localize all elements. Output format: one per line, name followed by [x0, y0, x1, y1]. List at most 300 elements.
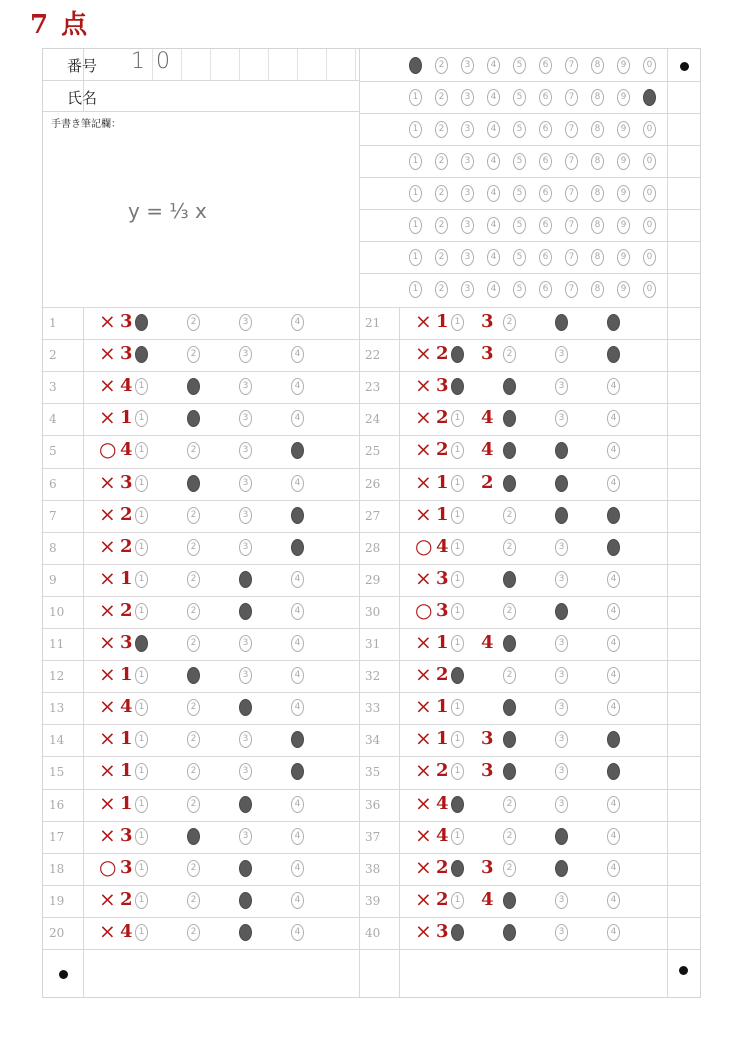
answer-bubble[interactable]: 2: [503, 346, 516, 363]
id-bubble[interactable]: 9: [617, 57, 630, 74]
answer-bubble[interactable]: 3: [239, 539, 252, 556]
answer-bubble[interactable]: 4: [607, 860, 620, 877]
question-number: 12: [49, 669, 65, 684]
question-number: 9: [49, 572, 57, 587]
answer-bubble[interactable]: [291, 507, 304, 524]
id-bubble[interactable]: 9: [617, 249, 630, 266]
id-bubble[interactable]: 7: [565, 121, 578, 138]
id-bubble[interactable]: 8: [591, 57, 604, 74]
correct-answer: 4: [436, 792, 449, 814]
answer-bubble[interactable]: 4: [291, 314, 304, 331]
answer-bubble[interactable]: 3: [239, 635, 252, 652]
answer-bubble[interactable]: [239, 603, 252, 620]
id-bubble[interactable]: 2: [435, 121, 448, 138]
question-number: 23: [365, 380, 381, 395]
answer-bubble[interactable]: 1: [135, 603, 148, 620]
id-bubble[interactable]: 1: [409, 89, 422, 106]
id-bubble[interactable]: 7: [565, 89, 578, 106]
id-bubble[interactable]: 4: [487, 281, 500, 298]
id-bubble[interactable]: 6: [539, 121, 552, 138]
answer-bubble[interactable]: [239, 796, 252, 813]
answer-bubble[interactable]: 4: [291, 346, 304, 363]
answer-bubble[interactable]: 2: [187, 796, 200, 813]
answer-bubble[interactable]: 1: [135, 507, 148, 524]
answer-bubble[interactable]: 1: [135, 442, 148, 459]
answer-bubble[interactable]: 4: [607, 635, 620, 652]
answer-bubble[interactable]: 3: [239, 828, 252, 845]
answer-bubble[interactable]: 2: [187, 924, 200, 941]
grade-mark: ×: [99, 886, 116, 911]
answer-bubble[interactable]: [503, 571, 516, 588]
answer-bubble[interactable]: 3: [555, 924, 568, 941]
answer-bubble[interactable]: 3: [555, 796, 568, 813]
id-bubble[interactable]: 8: [591, 185, 604, 202]
id-bubble[interactable]: 7: [565, 217, 578, 234]
answer-bubble[interactable]: 4: [291, 699, 304, 716]
id-bubble[interactable]: 2: [435, 217, 448, 234]
answer-bubble[interactable]: [239, 860, 252, 877]
answer-bubble[interactable]: 1: [135, 571, 148, 588]
answer-bubble[interactable]: 1: [451, 731, 464, 748]
answer-bubble[interactable]: 1: [135, 667, 148, 684]
answer-bubble[interactable]: 1: [135, 796, 148, 813]
grid-line: [43, 564, 700, 565]
grade-mark: ×: [415, 565, 432, 590]
answer-bubble[interactable]: [239, 699, 252, 716]
grade-mark: ×: [99, 918, 116, 943]
id-bubble[interactable]: [643, 89, 656, 106]
id-bubble[interactable]: 9: [617, 153, 630, 170]
answer-bubble[interactable]: 4: [607, 442, 620, 459]
answer-bubble[interactable]: 1: [451, 475, 464, 492]
answer-bubble[interactable]: [503, 475, 516, 492]
answer-bubble[interactable]: 3: [555, 346, 568, 363]
answer-bubble[interactable]: 1: [451, 828, 464, 845]
id-bubble[interactable]: 1: [409, 153, 422, 170]
answer-bubble[interactable]: 2: [503, 603, 516, 620]
id-bubble[interactable]: 8: [591, 281, 604, 298]
answer-bubble[interactable]: 2: [187, 635, 200, 652]
answer-bubble[interactable]: 4: [607, 571, 620, 588]
id-bubble[interactable]: 3: [461, 249, 474, 266]
id-bubble[interactable]: 2: [435, 249, 448, 266]
answer-bubble[interactable]: [451, 924, 464, 941]
answer-bubble[interactable]: 3: [239, 475, 252, 492]
question-number: 39: [365, 893, 381, 908]
id-bubble[interactable]: 6: [539, 153, 552, 170]
grade-mark: ○: [99, 437, 117, 462]
id-bubble[interactable]: 4: [487, 89, 500, 106]
grid-line: [43, 500, 700, 501]
answer-bubble[interactable]: [607, 346, 620, 363]
id-bubble[interactable]: 7: [565, 281, 578, 298]
grade-mark: ×: [415, 469, 432, 494]
id-bubble[interactable]: 0: [643, 249, 656, 266]
question-number: 24: [365, 412, 381, 427]
correct-answer: 1: [120, 728, 133, 750]
answer-bubble[interactable]: 2: [187, 860, 200, 877]
correct-answer: 3: [120, 343, 133, 365]
grid-line: [43, 403, 700, 404]
id-bubble[interactable]: 6: [539, 249, 552, 266]
answer-bubble[interactable]: 4: [607, 892, 620, 909]
answer-bubble[interactable]: [187, 828, 200, 845]
answer-bubble[interactable]: 2: [503, 314, 516, 331]
question-number: 30: [365, 604, 381, 619]
answer-bubble[interactable]: [187, 475, 200, 492]
id-bubble[interactable]: 6: [539, 217, 552, 234]
answer-bubble[interactable]: 3: [555, 571, 568, 588]
answer-bubble[interactable]: 1: [451, 442, 464, 459]
id-bubble[interactable]: 6: [539, 57, 552, 74]
id-bubble[interactable]: 4: [487, 121, 500, 138]
question-number: 16: [49, 797, 65, 812]
answer-bubble[interactable]: 1: [451, 539, 464, 556]
answer-bubble[interactable]: 2: [187, 892, 200, 909]
answer-bubble[interactable]: 1: [135, 410, 148, 427]
answer-bubble[interactable]: [239, 892, 252, 909]
correct-answer: 2: [436, 343, 449, 365]
grade-mark: ×: [415, 405, 432, 430]
answer-bubble[interactable]: 3: [239, 763, 252, 780]
id-bubble[interactable]: 6: [539, 185, 552, 202]
answer-bubble[interactable]: 4: [291, 635, 304, 652]
id-bubble[interactable]: 3: [461, 281, 474, 298]
id-bubble[interactable]: 3: [461, 153, 474, 170]
correct-answer: 1: [436, 696, 449, 718]
answer-bubble[interactable]: 2: [187, 442, 200, 459]
question-number: 8: [49, 540, 57, 555]
answer-bubble[interactable]: [607, 731, 620, 748]
answer-bubble[interactable]: 4: [607, 378, 620, 395]
id-bubble[interactable]: 2: [435, 89, 448, 106]
correct-answer: 2: [120, 535, 133, 557]
answer-bubble[interactable]: [555, 507, 568, 524]
answer-bubble[interactable]: 1: [451, 410, 464, 427]
answer-bubble[interactable]: 2: [187, 603, 200, 620]
id-bubble[interactable]: 6: [539, 281, 552, 298]
answer-bubble[interactable]: 2: [187, 571, 200, 588]
id-bubble[interactable]: 0: [643, 217, 656, 234]
id-bubble[interactable]: 5: [513, 185, 526, 202]
id-bubble[interactable]: 1: [409, 185, 422, 202]
answer-bubble[interactable]: 4: [607, 475, 620, 492]
answer-bubble[interactable]: 4: [607, 828, 620, 845]
answer-bubble[interactable]: 1: [135, 924, 148, 941]
correct-indicator: 3: [481, 343, 494, 365]
answer-bubble[interactable]: [555, 475, 568, 492]
answer-bubble[interactable]: 3: [239, 378, 252, 395]
id-bubble[interactable]: 9: [617, 121, 630, 138]
id-bubble[interactable]: 5: [513, 57, 526, 74]
answer-bubble[interactable]: 3: [555, 410, 568, 427]
answer-bubble[interactable]: 3: [555, 731, 568, 748]
correct-answer: 2: [436, 760, 449, 782]
correct-answer: 2: [436, 856, 449, 878]
answer-bubble[interactable]: [135, 346, 148, 363]
grid-line: [359, 209, 700, 210]
answer-bubble[interactable]: 1: [135, 378, 148, 395]
answer-bubble[interactable]: [607, 314, 620, 331]
answer-bubble[interactable]: [291, 442, 304, 459]
answer-bubble[interactable]: 1: [135, 828, 148, 845]
id-bubble[interactable]: 0: [643, 57, 656, 74]
grade-mark: ○: [99, 854, 117, 879]
question-number: 37: [365, 829, 381, 844]
grid-line: [43, 371, 700, 372]
answer-bubble[interactable]: 2: [503, 828, 516, 845]
id-bubble[interactable]: 5: [513, 153, 526, 170]
grade-mark: ×: [99, 726, 116, 751]
answer-bubble[interactable]: 3: [239, 314, 252, 331]
id-bubble[interactable]: 2: [435, 153, 448, 170]
answer-bubble[interactable]: [503, 731, 516, 748]
answer-bubble[interactable]: [555, 442, 568, 459]
id-bubble[interactable]: [409, 57, 422, 74]
id-bubble[interactable]: 0: [643, 121, 656, 138]
id-bubble[interactable]: 2: [435, 185, 448, 202]
answer-bubble[interactable]: 1: [451, 603, 464, 620]
answer-bubble[interactable]: 4: [607, 410, 620, 427]
answer-bubble[interactable]: 3: [239, 410, 252, 427]
id-bubble[interactable]: 8: [591, 121, 604, 138]
answer-bubble[interactable]: 1: [135, 699, 148, 716]
answer-bubble[interactable]: 3: [239, 346, 252, 363]
question-number: 21: [365, 316, 381, 330]
answer-bubble[interactable]: 2: [503, 796, 516, 813]
id-bubble[interactable]: 3: [461, 185, 474, 202]
correct-indicator: 4: [481, 888, 494, 910]
id-bubble[interactable]: 8: [591, 249, 604, 266]
answer-bubble[interactable]: [503, 699, 516, 716]
id-bubble[interactable]: 8: [591, 89, 604, 106]
answer-bubble[interactable]: 4: [607, 603, 620, 620]
correct-answer: 1: [436, 471, 449, 493]
answer-bubble[interactable]: [451, 346, 464, 363]
answer-bubble[interactable]: 2: [187, 763, 200, 780]
answer-bubble[interactable]: 1: [451, 699, 464, 716]
answer-bubble[interactable]: 3: [555, 667, 568, 684]
answer-bubble[interactable]: 2: [503, 507, 516, 524]
answer-bubble[interactable]: 3: [555, 635, 568, 652]
id-bubble[interactable]: 5: [513, 121, 526, 138]
answer-bubble[interactable]: [503, 892, 516, 909]
id-bubble[interactable]: 3: [461, 57, 474, 74]
id-bubble[interactable]: 4: [487, 185, 500, 202]
answer-bubble[interactable]: [187, 410, 200, 427]
id-bubble[interactable]: 0: [643, 185, 656, 202]
correct-answer: 3: [436, 599, 449, 621]
memo-label: 手書き筆記欄：: [51, 119, 121, 130]
answer-bubble[interactable]: 1: [451, 763, 464, 780]
answer-bubble[interactable]: 3: [239, 667, 252, 684]
id-bubble[interactable]: 4: [487, 153, 500, 170]
answer-bubble[interactable]: [239, 924, 252, 941]
answer-bubble[interactable]: 2: [187, 539, 200, 556]
answer-bubble[interactable]: [503, 763, 516, 780]
id-digit-1: 1: [131, 49, 145, 74]
answer-bubble[interactable]: 2: [187, 699, 200, 716]
answer-bubble[interactable]: 4: [607, 667, 620, 684]
grade-mark: ×: [415, 886, 432, 911]
answer-bubble[interactable]: [451, 667, 464, 684]
answer-bubble[interactable]: 1: [451, 892, 464, 909]
id-bubble[interactable]: 7: [565, 153, 578, 170]
id-bubble[interactable]: 1: [409, 217, 422, 234]
correct-answer: 1: [436, 632, 449, 653]
correct-indicator: 2: [481, 471, 494, 493]
answer-bubble[interactable]: [451, 860, 464, 877]
id-bubble[interactable]: 5: [513, 281, 526, 298]
correct-answer: 4: [120, 439, 133, 461]
id-bubble[interactable]: 0: [643, 281, 656, 298]
id-bubble[interactable]: 8: [591, 217, 604, 234]
answer-bubble[interactable]: [503, 635, 516, 652]
id-bubble[interactable]: 7: [565, 249, 578, 266]
id-bubble[interactable]: 2: [435, 57, 448, 74]
answer-bubble[interactable]: [555, 860, 568, 877]
id-bubble[interactable]: 3: [461, 217, 474, 234]
answer-bubble[interactable]: 4: [291, 924, 304, 941]
grid-line: [359, 307, 360, 997]
answer-bubble[interactable]: 2: [187, 314, 200, 331]
answer-bubble[interactable]: 3: [239, 442, 252, 459]
id-bubble[interactable]: 4: [487, 57, 500, 74]
answer-bubble[interactable]: 1: [451, 314, 464, 331]
answer-bubble[interactable]: [291, 539, 304, 556]
answer-bubble[interactable]: [555, 828, 568, 845]
answer-bubble[interactable]: 2: [503, 539, 516, 556]
id-bubble[interactable]: 3: [461, 89, 474, 106]
answer-bubble[interactable]: 3: [239, 731, 252, 748]
answer-bubble[interactable]: 3: [555, 892, 568, 909]
answer-bubble[interactable]: 2: [503, 860, 516, 877]
answer-bubble[interactable]: [187, 378, 200, 395]
id-bubble[interactable]: 9: [617, 185, 630, 202]
id-bubble[interactable]: 7: [565, 185, 578, 202]
correct-answer: 4: [436, 824, 449, 846]
id-bubble[interactable]: 9: [617, 281, 630, 298]
answer-bubble[interactable]: 1: [451, 507, 464, 524]
grade-mark: ○: [415, 533, 433, 558]
question-number: 29: [365, 572, 381, 587]
answer-bubble[interactable]: 2: [187, 731, 200, 748]
id-bubble[interactable]: 4: [487, 217, 500, 234]
answer-bubble[interactable]: 4: [607, 924, 620, 941]
id-bubble[interactable]: 5: [513, 89, 526, 106]
id-bubble[interactable]: 9: [617, 89, 630, 106]
answer-bubble[interactable]: 3: [239, 507, 252, 524]
id-bubble[interactable]: 6: [539, 89, 552, 106]
question-number: 18: [49, 861, 65, 876]
grid-line: [43, 435, 700, 436]
answer-bubble[interactable]: 2: [187, 507, 200, 524]
id-bubble[interactable]: 1: [409, 281, 422, 298]
answer-bubble[interactable]: 4: [291, 603, 304, 620]
answer-bubble[interactable]: 1: [135, 892, 148, 909]
correct-answer: 4: [120, 375, 133, 397]
answer-bubble[interactable]: 4: [607, 796, 620, 813]
question-number: 7: [49, 508, 57, 523]
answer-bubble[interactable]: [135, 635, 148, 652]
answer-bubble[interactable]: [503, 442, 516, 459]
answer-bubble[interactable]: [555, 314, 568, 331]
answer-bubble[interactable]: 4: [291, 571, 304, 588]
answer-bubble[interactable]: [291, 731, 304, 748]
id-bubble[interactable]: 9: [617, 217, 630, 234]
correct-indicator: 3: [481, 311, 494, 332]
answer-bubble[interactable]: [607, 763, 620, 780]
answer-bubble[interactable]: [607, 539, 620, 556]
grade-mark: ×: [415, 790, 432, 815]
answer-bubble[interactable]: 2: [503, 667, 516, 684]
id-bubble[interactable]: 2: [435, 281, 448, 298]
answer-bubble[interactable]: 4: [291, 475, 304, 492]
answer-bubble[interactable]: 4: [291, 378, 304, 395]
answer-bubble[interactable]: 1: [451, 635, 464, 652]
grade-mark: ×: [99, 822, 116, 847]
answer-bubble[interactable]: 1: [135, 731, 148, 748]
answer-bubble[interactable]: 1: [135, 860, 148, 877]
answer-bubble[interactable]: [555, 603, 568, 620]
answer-bubble[interactable]: 3: [555, 763, 568, 780]
timing-mark: [59, 970, 68, 979]
answer-bubble[interactable]: 4: [607, 699, 620, 716]
id-bubble[interactable]: 0: [643, 153, 656, 170]
grade-mark: ×: [415, 437, 432, 462]
answer-bubble[interactable]: [187, 667, 200, 684]
answer-bubble[interactable]: 1: [135, 539, 148, 556]
id-bubble[interactable]: 4: [487, 249, 500, 266]
answer-bubble[interactable]: 3: [555, 539, 568, 556]
id-bubble[interactable]: 7: [565, 57, 578, 74]
answer-bubble[interactable]: [503, 410, 516, 427]
answer-bubble[interactable]: [135, 314, 148, 331]
id-bubble[interactable]: 5: [513, 217, 526, 234]
answer-bubble[interactable]: 1: [451, 571, 464, 588]
grade-mark: ○: [415, 597, 433, 622]
id-bubble[interactable]: 1: [409, 121, 422, 138]
correct-answer: 3: [120, 824, 133, 846]
answer-bubble[interactable]: 4: [291, 860, 304, 877]
answer-bubble[interactable]: 1: [135, 475, 148, 492]
answer-bubble[interactable]: 3: [555, 378, 568, 395]
answer-bubble[interactable]: [503, 924, 516, 941]
answer-bubble[interactable]: 4: [291, 410, 304, 427]
id-bubble[interactable]: 8: [591, 153, 604, 170]
question-number: 36: [365, 797, 381, 812]
id-bubble[interactable]: 3: [461, 121, 474, 138]
answer-bubble[interactable]: [607, 507, 620, 524]
answer-bubble[interactable]: [291, 763, 304, 780]
answer-bubble[interactable]: 4: [291, 828, 304, 845]
answer-bubble[interactable]: [451, 796, 464, 813]
id-cell: [210, 49, 240, 80]
id-bubble[interactable]: 5: [513, 249, 526, 266]
id-bubble[interactable]: 1: [409, 249, 422, 266]
answer-bubble[interactable]: 1: [135, 763, 148, 780]
id-cell: [326, 49, 356, 80]
answer-bubble[interactable]: 4: [291, 892, 304, 909]
answer-bubble[interactable]: 2: [187, 346, 200, 363]
answer-bubble[interactable]: [503, 378, 516, 395]
grid-line: [43, 339, 700, 340]
answer-bubble[interactable]: 4: [291, 796, 304, 813]
answer-bubble[interactable]: 4: [291, 667, 304, 684]
answer-bubble[interactable]: [239, 571, 252, 588]
answer-bubble[interactable]: [451, 378, 464, 395]
answer-bubble[interactable]: 3: [555, 699, 568, 716]
